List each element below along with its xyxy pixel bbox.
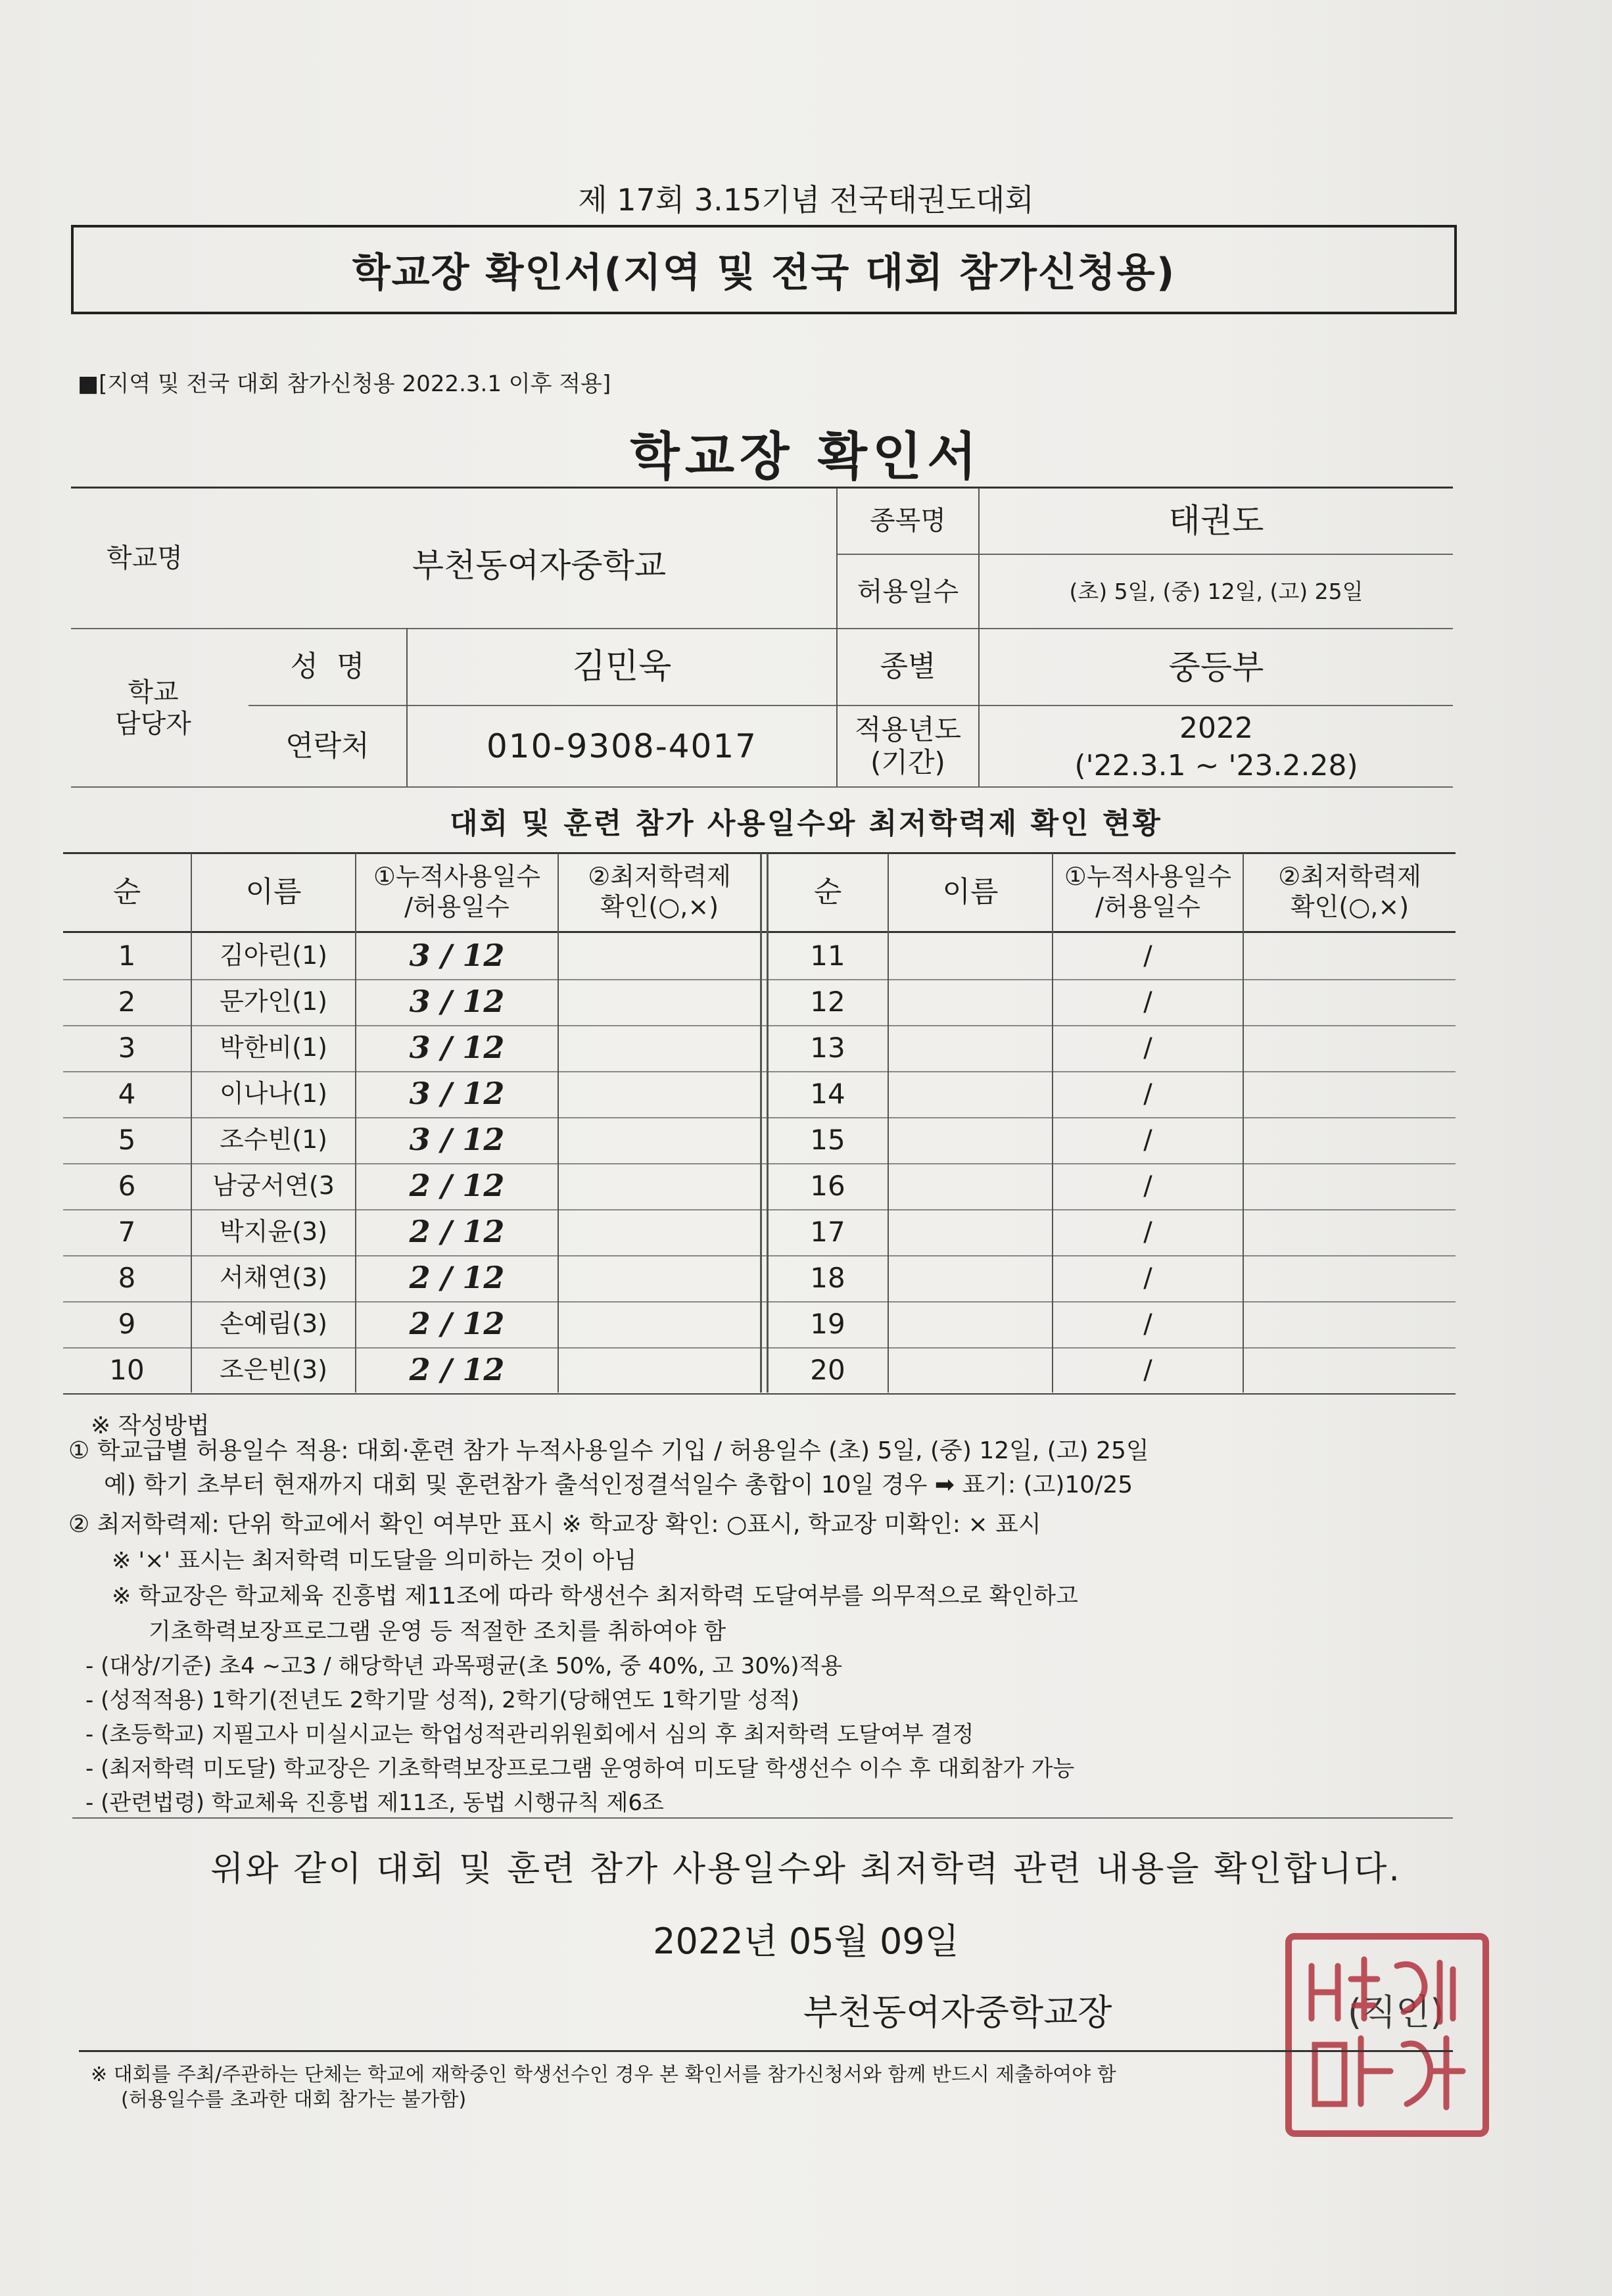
row-days: / [1143, 1171, 1152, 1201]
row-name: 문가인(1) [220, 987, 327, 1016]
row-name: 박한비(1) [220, 1033, 327, 1063]
manager-label: 학교 담당자 [115, 677, 191, 739]
col-name-left: 이름 [245, 874, 302, 909]
row-no: 16 [810, 1169, 845, 1202]
row-days-handwritten: 2 / 12 [409, 1260, 505, 1296]
row-no: 12 [810, 985, 845, 1018]
sport-value: 태권도 [1168, 502, 1264, 540]
row-no: 19 [810, 1307, 845, 1340]
row-name: 손예림(3) [220, 1309, 327, 1339]
contact-value: 010-9308-4017 [486, 727, 757, 765]
row-days-handwritten: 3 / 12 [409, 938, 505, 974]
footer-line-2: (허용일수를 초과한 대회 참가는 불가함) [121, 2088, 467, 2111]
row-name: 남궁서연(3 [212, 1171, 335, 1201]
sport-label: 종목명 [870, 506, 946, 536]
footer-line-1: ※ 대회를 주최/주관하는 단체는 학교에 재학중인 학생선수인 경우 본 확인서를 참가신청서와 함께 반드시 제출하여야 함 [91, 2063, 1116, 2086]
note-d3: - (초등학교) 지필고사 미실시교는 학업성적관리위원회에서 심의 후 최저학력 도달여부 결정 [85, 1721, 974, 1748]
row-days: / [1143, 1217, 1152, 1247]
row-days-handwritten: 3 / 12 [409, 984, 505, 1020]
row-days: / [1143, 941, 1152, 971]
row-days: / [1143, 1079, 1152, 1109]
row-days-handwritten: 3 / 12 [409, 1076, 505, 1112]
note-d4: - (최저학력 미도달) 학교장은 기초학력보장프로그램 운영하여 미도달 학생선수 이수 후 대회참가 가능 [85, 1756, 1075, 1782]
confirm-date: 2022년 05월 09일 [653, 1921, 959, 1962]
col-days-left: ①누적사용일수 /허용일수 [373, 862, 541, 921]
division-label: 종별 [880, 650, 936, 684]
rule [72, 1817, 1453, 1819]
note-1b: 예) 학기 초부터 현재까지 대회 및 훈련참가 출석인정결석일수 총합이 10일 경우 ➡ 표기: (고)10/25 [104, 1471, 1133, 1498]
col-no-left: 순 [112, 874, 141, 909]
row-no: 9 [118, 1307, 136, 1340]
note-2b: ※ 학교장은 학교체육 진흥법 제11조에 따라 학생선수 최저학력 도달여부를 의무적으로 확인하고 [112, 1583, 1078, 1610]
year-value: 2022 [1179, 711, 1253, 745]
row-rule [63, 1393, 1456, 1395]
row-no: 13 [810, 1031, 845, 1064]
row-name: 조은빈(3) [220, 1355, 327, 1385]
row-no: 5 [118, 1123, 136, 1156]
row-no: 7 [118, 1215, 136, 1248]
col-check-right: ②최저학력제 확인(○,×) [1278, 862, 1421, 921]
col-no-right: 순 [813, 874, 842, 909]
rule [1243, 853, 1244, 1393]
title-box [71, 225, 1457, 314]
row-no: 3 [118, 1031, 136, 1064]
school-name: 부천동여자중학교 [412, 546, 667, 585]
row-no: 6 [118, 1169, 136, 1202]
row-days-handwritten: 2 / 12 [409, 1352, 505, 1388]
row-no: 18 [810, 1261, 845, 1294]
row-days-handwritten: 2 / 12 [409, 1168, 505, 1204]
note-d1: - (대상/기준) 초4 ~고3 / 해당학년 과목평균(초 50%, 중 40%, 고 30%)적용 [85, 1653, 843, 1679]
year-label: 적용년도 (기간) [854, 713, 962, 778]
rule [557, 853, 559, 1393]
row-name: 박지윤(3) [220, 1217, 327, 1247]
rule [71, 786, 1453, 788]
row-no: 1 [118, 939, 136, 972]
name-value: 김민욱 [572, 647, 672, 687]
contact-label: 연락처 [285, 729, 369, 763]
notes-heading: ※ 작성방법 [91, 1412, 210, 1439]
rule [79, 2050, 1453, 2052]
allowed-label: 허용일수 [857, 576, 959, 607]
status-title: 대회 및 훈련 참가 사용일수와 최저학력제 확인 현황 [450, 807, 1162, 840]
row-days: / [1143, 1033, 1152, 1063]
row-no: 14 [810, 1077, 845, 1110]
subtitle: ■[지역 및 전국 대회 참가신청용 2022.3.1 이후 적용] [78, 371, 611, 397]
row-no: 11 [810, 939, 845, 972]
row-days: / [1143, 1125, 1152, 1155]
row-days: / [1143, 1309, 1152, 1339]
row-days-handwritten: 2 / 12 [409, 1214, 505, 1250]
note-d2: - (성적적용) 1학기(전년도 2학기말 성적), 2학기(당해연도 1학기말 성적) [85, 1687, 799, 1713]
row-no: 10 [109, 1353, 145, 1386]
col-check-left: ②최저학력제 확인(○,×) [588, 862, 731, 921]
note-2c: 기초학력보장프로그램 운영 등 적절한 조치를 취하여야 함 [149, 1619, 726, 1645]
row-no: 17 [810, 1215, 845, 1248]
note-2a: ※ '×' 표시는 최저학력 미도달을 의미하는 것이 아님 [112, 1548, 637, 1574]
year-period: ('22.3.1 ~ '23.2.28) [1074, 749, 1358, 782]
rule [888, 853, 889, 1393]
name-label: 성 명 [290, 650, 365, 684]
row-days-handwritten: 3 / 12 [409, 1122, 505, 1158]
year-value-group [980, 709, 1453, 786]
row-no: 2 [118, 985, 136, 1018]
official-seal [1285, 1933, 1489, 2137]
row-name: 조수빈(1) [220, 1125, 327, 1155]
division-value: 중등부 [1168, 648, 1264, 686]
col-name-right: 이름 [942, 874, 999, 909]
allowed-value: (초) 5일, (중) 12일, (고) 25일 [1069, 578, 1363, 604]
row-name: 김아린(1) [220, 941, 327, 970]
row-no: 4 [118, 1077, 136, 1110]
event-title: 제 17회 3.15기념 전국태권도대회 [578, 182, 1034, 218]
box-title: 학교장 확인서(지역 및 전국 대회 참가신청용) [352, 250, 1176, 296]
principal-name: 부천동여자중학교장 [803, 1992, 1112, 2033]
row-name: 서채연(3) [220, 1263, 327, 1293]
row-days-handwritten: 2 / 12 [409, 1306, 505, 1342]
note-1: ① 학교급별 허용일수 적용: 대회·훈련 참가 누적사용일수 기입 / 허용일수 (초) 5일, (중) 12일, (고) 25일 [68, 1437, 1149, 1464]
note-d5: - (관련법령) 학교체육 진흥법 제11조, 동법 시행규칙 제6조 [85, 1790, 664, 1816]
row-no: 8 [118, 1261, 136, 1294]
row-days: / [1143, 987, 1152, 1017]
school-label: 학교명 [107, 542, 183, 573]
note-2: ② 최저학력제: 단위 학교에서 확인 여부만 표시 ※ 학교장 확인: ○표시, 학교장 미확인: × 표시 [68, 1511, 1041, 1538]
row-days: / [1143, 1355, 1152, 1385]
row-name: 이나나(1) [220, 1079, 327, 1109]
row-days-handwritten: 3 / 12 [409, 1030, 505, 1066]
row-days: / [1143, 1263, 1152, 1293]
seal-label: (직인) [1348, 1992, 1444, 2033]
row-no: 15 [810, 1123, 845, 1156]
col-days-right: ①누적사용일수 /허용일수 [1064, 862, 1232, 921]
main-title: 학교장 확인서 [630, 427, 982, 487]
confirm-statement: 위와 같이 대회 및 훈련 참가 사용일수와 최저학력 관련 내용을 확인합니다. [210, 1850, 1402, 1889]
row-no: 20 [810, 1353, 845, 1386]
seal-graphic [1292, 1940, 1482, 2130]
rule [760, 853, 762, 1393]
